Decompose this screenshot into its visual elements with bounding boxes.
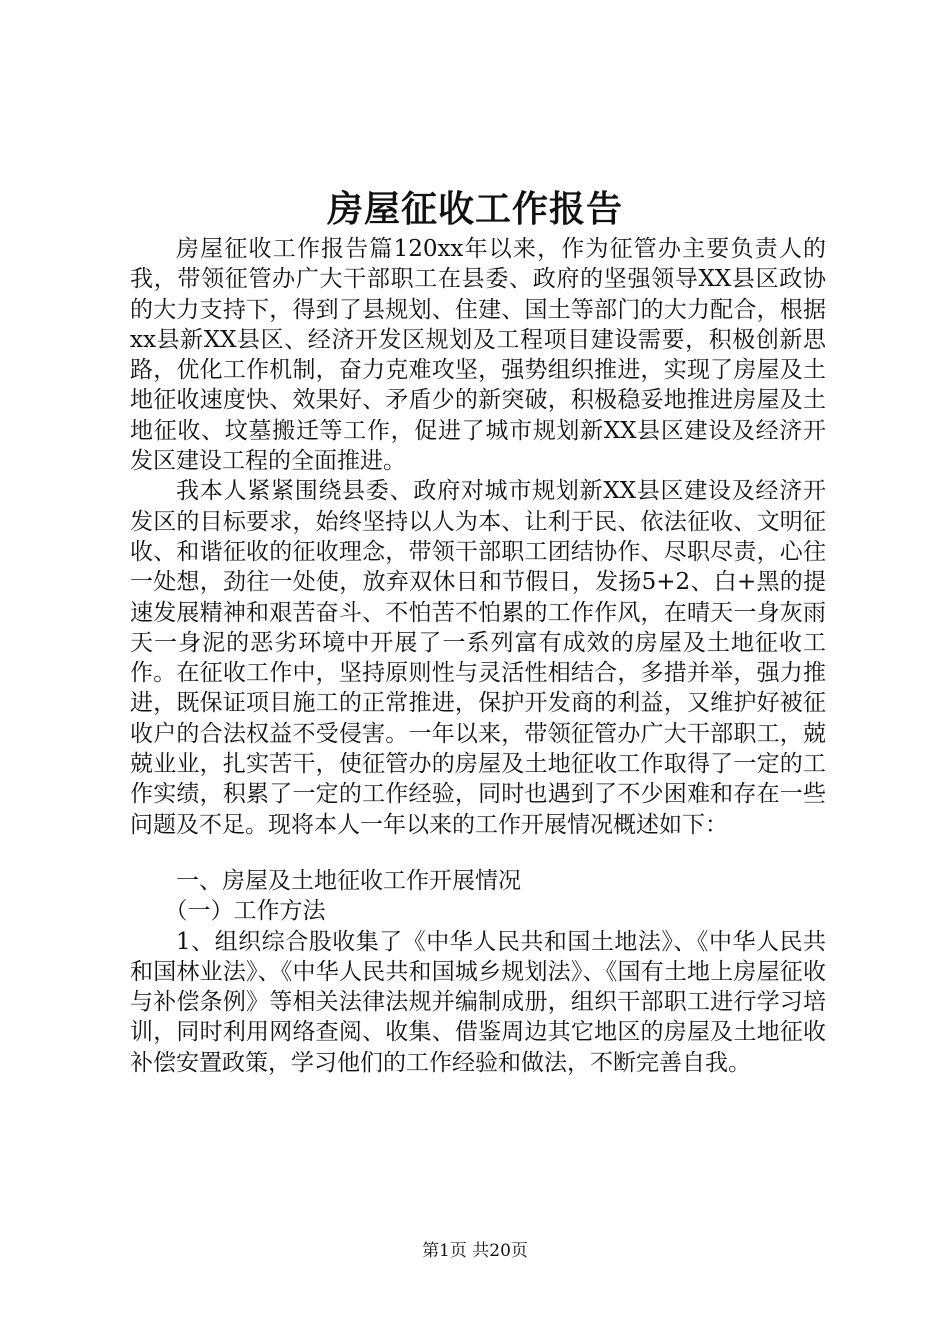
page-footer: 第1页 共20页	[422, 1241, 528, 1261]
paragraph-intro: 房屋征收工作报告篇120xx年以来，作为征管办主要负责人的我，带领征管办广大干部职工在县委、政府的坚强领导XX县区政协的大力支持下，得到了县规划、住建、国土等部门的大力配合，根据xx县新XX县区、经济开发区规划及工程项目建设需要，积极创新思路，优化工作机制，奋力克难攻坚，强势组织推进，实现了房屋及土地征收速度快、效果好、矛盾少的新突破，积极稳妥地推进房屋及土地征收、坟墓搬迁等工作，促进了城市规划新XX县区建设及经济开发区建设工程的全面推进。	[130, 236, 826, 475]
section-heading: 一、房屋及土地征收工作开展情况	[176, 867, 521, 894]
list-item-1: 1、组织综合股收集了《中华人民共和国土地法》、《中华人民共和国林业法》、《中华人民共和国城乡规划法》、《国有土地上房屋征收与补偿条例》等相关法律法规并编制成册，组织干部职工进行学习培训，同时利用网络查阅、收集、借鉴周边其它地区的房屋及土地征收补偿安置政策，学习他们的工作经验和做法，不断完善自我。	[130, 928, 826, 1076]
subsection-heading: （一）工作方法	[164, 898, 326, 925]
paragraph-summary: 我本人紧紧围绕县委、政府对城市规划新XX县区建设及经济开发区的目标要求，始终坚持以人为本、让利于民、依法征收、文明征收、和谐征收的征收理念，带领干部职工团结协作、尽职尽责，心往一处想，劲往一处使，放弃双休日和节假日，发扬5+2、白+黑的提速发展精神和艰苦奋斗、不怕苦不怕累的工作作风，在晴天一身灰雨天一身泥的恶劣环境中开展了一系列富有成效的房屋及土地征收工作。在征收工作中，坚持原则性与灵活性相结合，多措并举，强力推进，既保证项目施工的正常推进，保护开发商的利益，又维护好被征收户的合法权益不受侵害。一年以来，带领征管办广大干部职工，兢兢业业，扎实苦干，使征管办的房屋及土地征收工作取得了一定的工作实绩，积累了一定的工作经验，同时也遇到了不少困难和存在一些问题及不足。现将本人一年以来的工作开展情况概述如下：	[130, 478, 826, 838]
document-body	[130, 234, 826, 1078]
document-title: 房屋征收工作报告	[326, 188, 623, 230]
